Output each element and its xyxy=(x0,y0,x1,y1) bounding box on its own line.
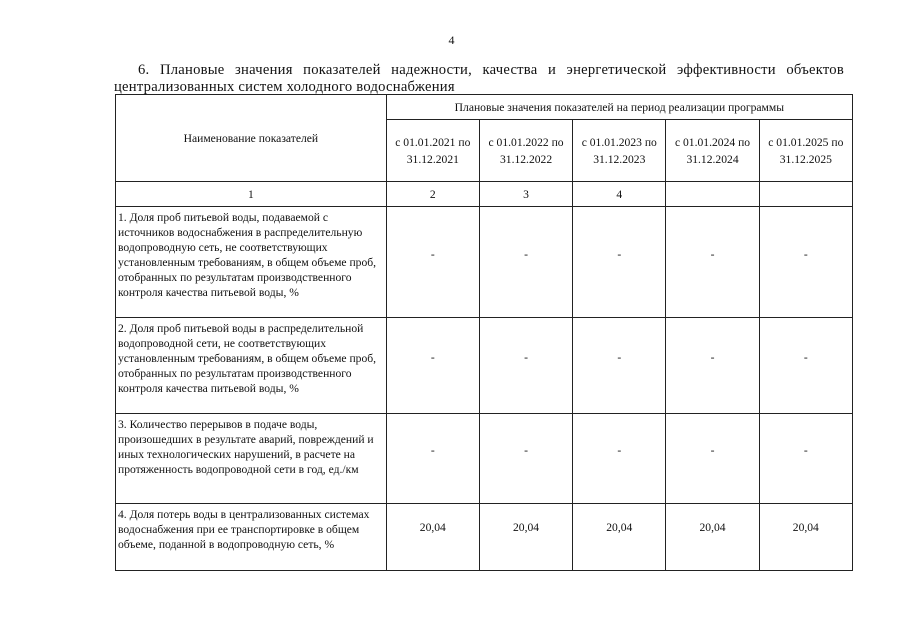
value-cell xyxy=(666,207,759,318)
value-text: 20,04 xyxy=(513,520,540,534)
value-cell xyxy=(573,207,666,318)
value-cell xyxy=(759,318,852,414)
value-cell xyxy=(666,504,759,571)
page-number: 4 xyxy=(448,33,455,47)
value-cell xyxy=(573,504,666,571)
value-text: 20,04 xyxy=(792,520,819,534)
section-heading: 6. Плановые значения показателей надежности, качества и энергетической эффективности объектов централизованных систем холодного водоснабжения xyxy=(114,62,844,95)
indicator-name: 3. Количество перерывов в подаче воды, произошедших в результате аварий, повреждений и иных технологических нарушений, в расчете на протяженность водопроводной сети в год, ед./км xyxy=(116,414,387,504)
value-cell xyxy=(759,504,852,571)
value-text: 20,04 xyxy=(699,520,726,534)
indicator-name: 4. Доля потерь воды в централизованных системах водоснабжения при ее транспортировке в общем объеме, поданной в водопроводную сеть, % xyxy=(116,504,387,571)
column-number-row xyxy=(116,182,853,207)
header-period-2021: с 01.01.2021 по 31.12.2021 xyxy=(386,120,479,182)
value-cell xyxy=(666,414,759,504)
value-cell xyxy=(759,414,852,504)
column-number: 2 xyxy=(386,182,479,207)
value-cell xyxy=(479,414,572,504)
header-planned-values: Плановые значения показателей на период реализации программы xyxy=(386,95,852,120)
table-row xyxy=(116,318,853,414)
column-number xyxy=(666,182,759,207)
value-text: - xyxy=(803,351,808,364)
value-cell xyxy=(386,504,479,571)
value-text: - xyxy=(803,247,808,261)
value-cell xyxy=(479,504,572,571)
value-text: - xyxy=(524,351,528,364)
value-text: - xyxy=(430,444,435,457)
value-cell xyxy=(386,318,479,414)
header-period-2025: с 01.01.2025 по 31.12.2025 xyxy=(759,120,852,182)
value-text: 20,04 xyxy=(606,520,633,534)
table-row xyxy=(116,207,853,318)
value-cell xyxy=(386,414,479,504)
header-period-2023: с 01.01.2023 по 31.12.2023 xyxy=(573,120,666,182)
header-period-2024: с 01.01.2024 по 31.12.2024 xyxy=(666,120,759,182)
value-text: - xyxy=(430,351,435,364)
value-text: - xyxy=(710,444,715,457)
value-text: - xyxy=(803,444,808,457)
table-row xyxy=(116,504,853,571)
column-number xyxy=(759,182,852,207)
value-cell xyxy=(479,318,572,414)
table-row xyxy=(116,414,853,504)
value-cell xyxy=(759,207,852,318)
indicator-name: 2. Доля проб питьевой воды в распределительной водопроводной сети, не соответствующих установленным требованиям, в общем объеме проб, отобранных по результатам производственного контроля качества питьевой воды, % xyxy=(116,318,387,414)
value-text: - xyxy=(617,444,622,457)
value-text: 20,04 xyxy=(419,520,446,534)
header-indicator-name: Наименование показателей xyxy=(116,95,387,182)
value-text: - xyxy=(710,351,715,364)
value-cell xyxy=(386,207,479,318)
header-period-2022: с 01.01.2022 по 31.12.2022 xyxy=(479,120,572,182)
value-text: - xyxy=(524,444,528,457)
value-text: - xyxy=(524,247,528,261)
indicators-table xyxy=(115,94,853,571)
value-text: - xyxy=(710,247,715,261)
value-cell xyxy=(479,207,572,318)
value-cell xyxy=(666,318,759,414)
value-text: - xyxy=(617,247,622,261)
column-number: 3 xyxy=(479,182,572,207)
column-number: 4 xyxy=(573,182,666,207)
value-text: - xyxy=(617,351,622,364)
value-text: - xyxy=(430,247,435,261)
value-cell xyxy=(573,318,666,414)
value-cell xyxy=(573,414,666,504)
indicator-name: 1. Доля проб питьевой воды, подаваемой с источников водоснабжения в распределительную водопроводную сеть, не соответствующих установленным требованиям, в общем объеме проб, отобранных по результатам производственного контроля качества питьевой воды, % xyxy=(116,207,387,318)
column-number: 1 xyxy=(116,182,387,207)
